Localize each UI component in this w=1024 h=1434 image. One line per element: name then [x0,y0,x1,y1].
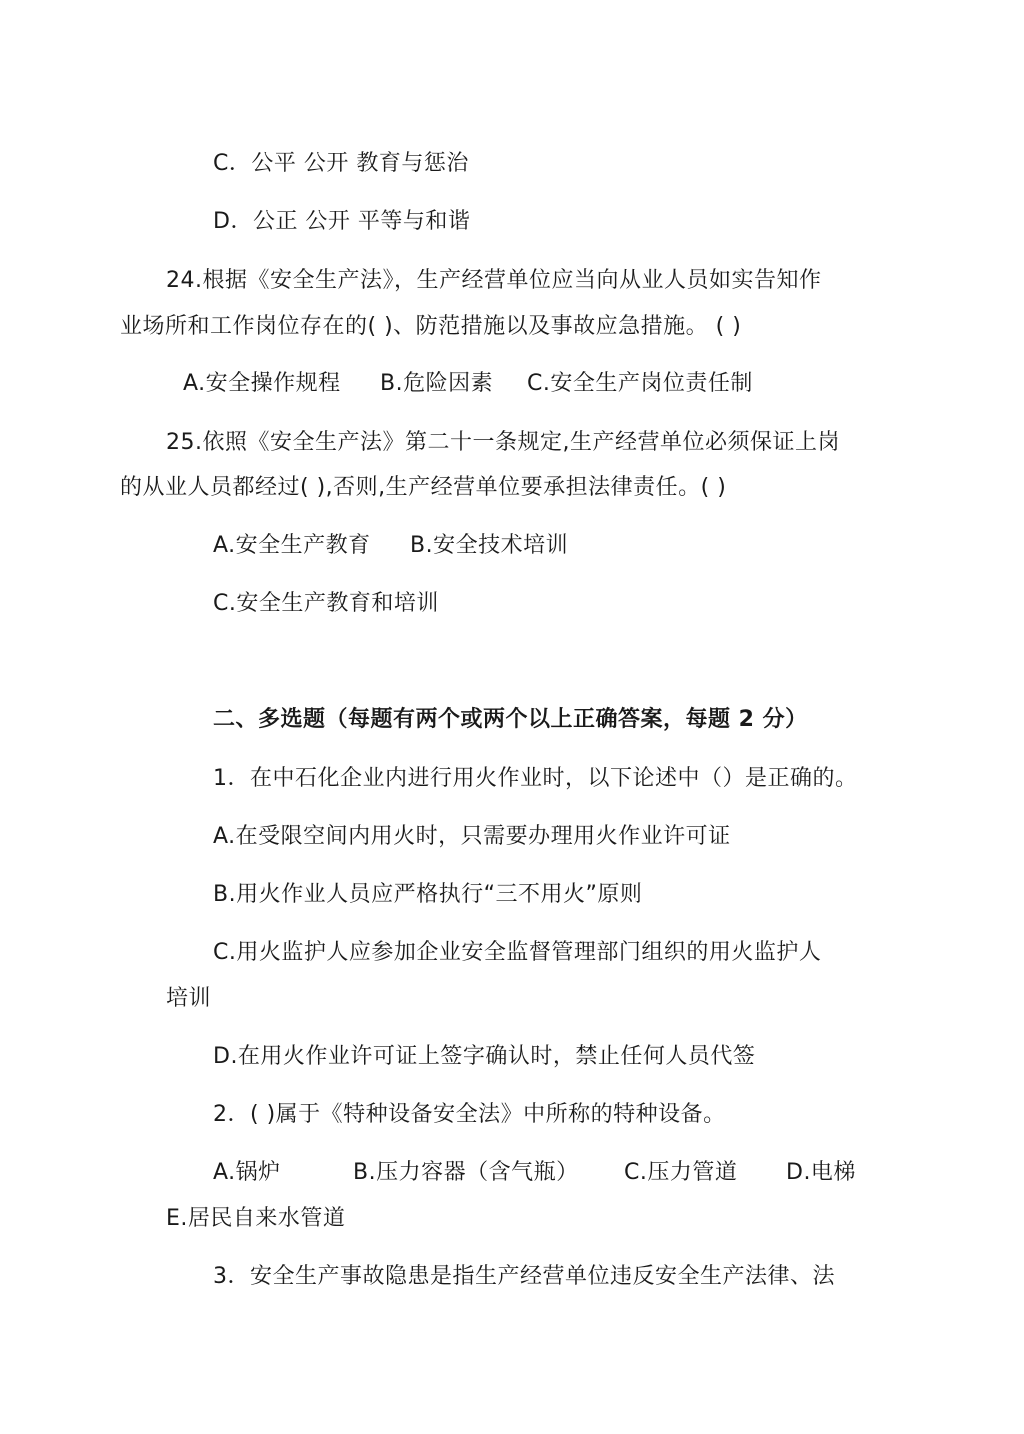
mq2-option-d: D.电梯 [786,1160,856,1185]
mq2-stem: 2．( )属于《特种设备安全法》中所称的特种设备。 [213,1102,726,1127]
q25-option-c: C.安全生产教育和培训 [213,591,439,616]
mq1-option-a: A.在受限空间内用火时，只需要办理用火作业许可证 [213,824,731,849]
mq2-option-e: E.居民自来水管道 [166,1206,346,1231]
mq1-option-c-line1: C.用火监护人应参加企业安全监督管理部门组织的用火监护人 [213,940,822,965]
q23-option-d: D．公正 公开 平等与和谐 [213,209,471,234]
q24-option-a: A.安全操作规程 [183,371,341,396]
q24-option-b: B.危险因素 [380,371,494,396]
q25-stem-line2: 的从业人员都经过( ),否则,生产经营单位要承担法律责任。( ) [120,475,727,500]
mq1-option-d: D.在用火作业许可证上签字确认时，禁止任何人员代签 [213,1044,756,1069]
mq1-option-c-line2: 培训 [166,986,212,1011]
section-heading: 二、多选题（每题有两个或两个以上正确答案，每题 2 分） [213,707,808,732]
q25-option-a: A.安全生产教育 [213,533,371,558]
mq1-option-b: B.用火作业人员应严格执行“三不用火”原则 [213,882,643,907]
q25-option-b: B.安全技术培训 [410,533,569,558]
q24-option-c: C.安全生产岗位责任制 [527,371,753,396]
q24-stem-line1: 24.根据《安全生产法》，生产经营单位应当向从业人员如实告知作 [166,268,822,293]
mq2-option-b: B.压力容器（含气瓶） [353,1160,579,1185]
q25-stem-line1: 25.依照《安全生产法》第二十一条规定,生产经营单位必须保证上岗 [166,430,840,455]
mq2-option-a: A.锅炉 [213,1160,281,1185]
q23-option-c: C．公平 公开 教育与惩治 [213,151,469,176]
q24-stem-line2: 业场所和工作岗位存在的( )、防范措施以及事故应急措施。 ( ) [120,314,742,339]
mq1-stem: 1．在中石化企业内进行用火作业时，以下论述中（）是正确的。 [213,766,858,791]
mq2-option-c: C.压力管道 [624,1160,738,1185]
mq3-stem: 3．安全生产事故隐患是指生产经营单位违反安全生产法律、法 [213,1264,835,1289]
